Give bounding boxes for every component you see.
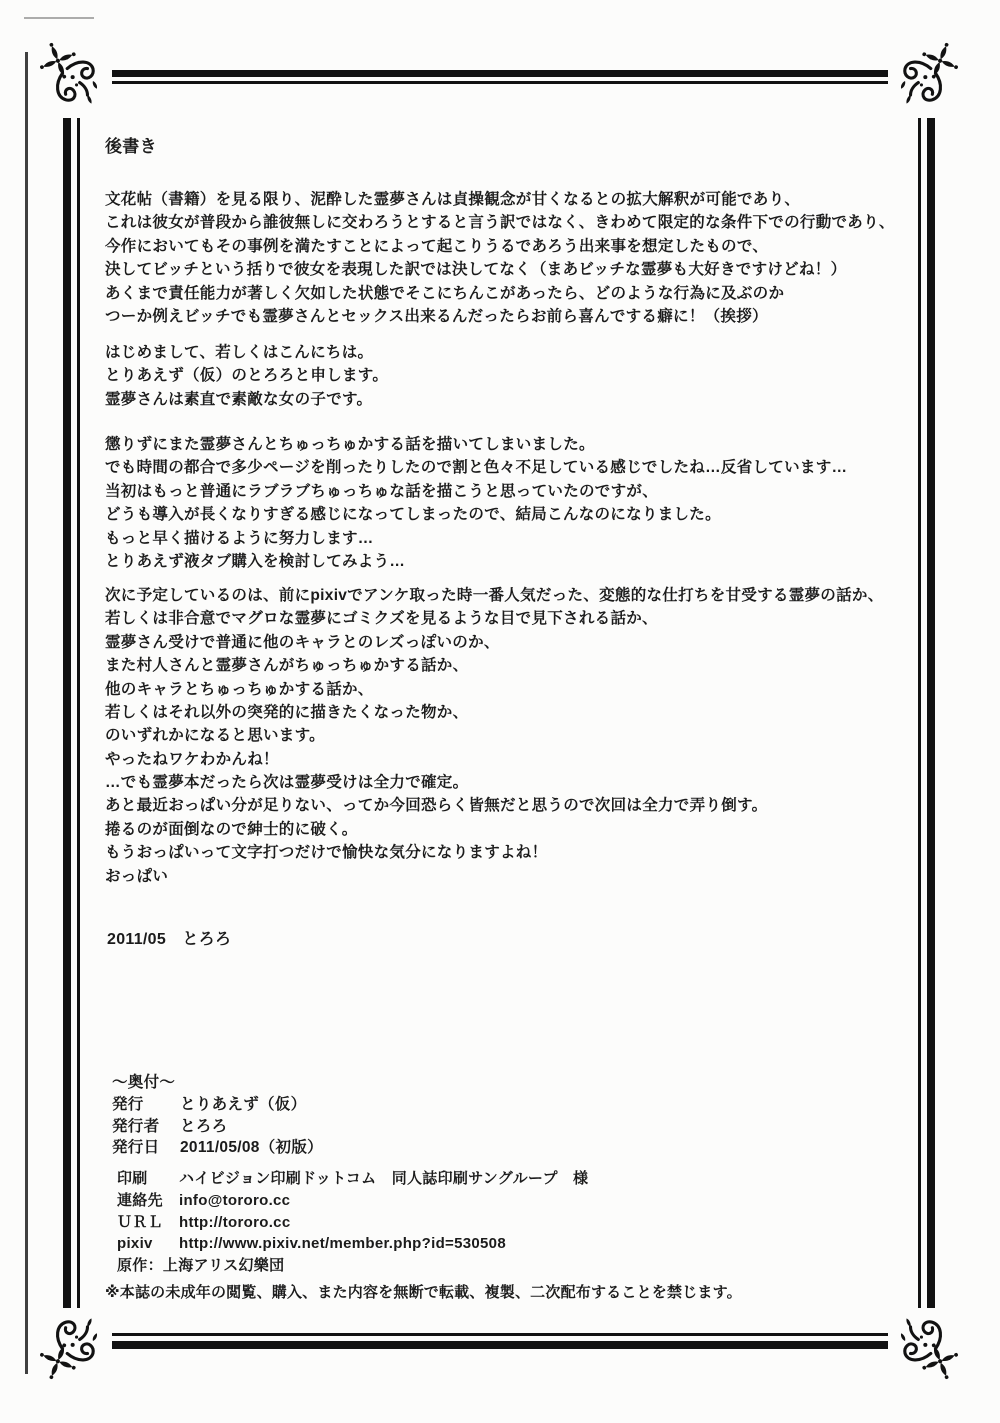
scan-edge-artifact [25,52,28,1374]
afterword-line: でも時間の都合で多少ページを削ったりしたので割と色々不足している感じでしたね…反省しています… [105,459,848,477]
colophon-value: とりあえず（仮） [180,1095,307,1113]
publishing-value: info@tororo.cc [179,1191,291,1209]
afterword-line: やったねワケわかんね！ [105,750,279,768]
afterword-line: 文花帖（書籍）を見る限り、泥酔した霊夢さんは貞操観念が甘くなるとの拡大解釈が可能であり、 [105,191,801,208]
afterword-line: おっぱい [105,867,169,885]
publishing-label: pixiv [117,1235,153,1253]
frame-rule-left-inner [77,118,80,1308]
publishing-value: http://tororo.cc [179,1213,291,1231]
afterword-line: 若しくは非合意でマグロな霊夢にゴミクズを見るような目で見下される話か、 [105,610,658,628]
publishing-row [117,1233,588,1255]
afterword-line: 今作においてもその事例を満たすことによって起こりうるであろう出来事を想定したもので、 [105,237,769,255]
afterword-line: 他のキャラとちゅっちゅかする話か、 [105,680,374,698]
colophon-block [112,1072,323,1159]
afterword-line: 霊夢さん受けで普通に他のキャラとのレズっぽいのか、 [105,633,500,651]
colophon-label: 発行日 [112,1139,160,1157]
colophon-label: 発行 [112,1095,144,1113]
colophon-label: 発行者 [112,1117,160,1135]
scan-edge-artifact [24,17,94,19]
publishing-label: ＵＲＬ [117,1213,163,1231]
frame-rule-right-outer [927,118,935,1308]
afterword-line: …でも霊夢本だったら次は霊夢受けは全力で確定。 [105,774,469,791]
afterword-line: とりあえず液タブ購入を検討してみよう… [105,553,406,571]
page-title: 後書き [105,137,157,156]
afterword-line: のいずれかになると思います。 [105,727,325,745]
colophon-row [112,1116,323,1138]
colophon-row [112,1094,323,1116]
colophon-row [112,1137,323,1159]
disclaimer-text: ※本誌の未成年の閲覧、購入、また内容を無断で転載、複製、二次配布することを禁じます。 [105,1284,742,1301]
original-work-credit: 原作：上海アリス幻樂団 [117,1257,285,1275]
publishing-row [117,1168,588,1190]
publishing-info-block [117,1168,588,1277]
afterword-paragraph [105,771,767,888]
afterword-line: 若しくはそれ以外の突発的に描きたくなった物か、 [105,704,469,722]
afterword-paragraph [105,433,847,573]
frame-rule-left-outer [63,118,71,1308]
afterword-line: とりあえず（仮）のとろろと申します。 [105,367,389,385]
afterword-paragraph [105,584,884,771]
afterword-line: はじめまして、若しくはこんにちは。 [105,344,374,361]
afterword-line: 捲るのが面倒なので紳士的に破く。 [105,820,358,838]
corner-flourish-icon [36,1302,114,1380]
afterword-line: 次に予定しているのは、前にpixivでアンケ取った時一番人気だった、変態的な仕打ちを甘受する霊夢の話か、 [105,587,884,604]
publishing-value: http://www.pixiv.net/member.php?id=530508 [179,1235,506,1253]
frame-rule-bottom-inner [112,1333,888,1336]
publishing-label: 印刷 [117,1170,148,1187]
colophon-value: とろろ [180,1117,228,1135]
afterword-line: もっと早く描けるように努力します… [105,529,374,547]
colophon-heading: ～奥付～ [112,1074,176,1091]
frame-rule-right-inner [918,118,921,1308]
afterword-line: 決してビッチという括りで彼女を表現した訳では決してなく（まあビッチな霊夢も大好きですけどね！） [105,261,847,279]
afterword-line: あと最近おっぱい分が足りない、ってか今回恐らく皆無だと思うので次回は全力で弄り倒す。 [105,797,768,815]
author-date-signature: 2011/05 とろろ [107,931,232,948]
colophon-value: 2011/05/08（初版） [180,1139,323,1157]
afterword-line: どうも導入が長くなりすぎる感じになってしまったので、結局こんなのになりました。 [105,506,721,524]
frame-rule-bottom-outer [112,1341,888,1349]
publishing-row [117,1190,588,1212]
afterword-line: あくまで責任能力が著しく欠如した状態でそこにちんこがあったら、どのような行為に及ぶのか [105,284,785,302]
afterword-line: また村人さんと霊夢さんがちゅっちゅかする話か、 [105,657,469,675]
corner-flourish-icon [884,1302,962,1380]
afterword-line: 霊夢さんは素直で素敵な女の子です。 [105,390,373,408]
frame-rule-top-outer [112,70,888,77]
afterword-line: つーか例えビッチでも霊夢さんとセックス出来るんだったらお前ら喜んでする癖に！（挨拶） [105,308,768,326]
afterword-line: 懲りずにまた霊夢さんとちゅっちゅかする話を描いてしまいました。 [105,436,595,453]
afterword-line: 当初はもっと普通にラブラブちゅっちゅな話を描こうと思っていたのですが、 [105,482,659,500]
publishing-label: 連絡先 [117,1191,163,1209]
publishing-value: ハイビジョン印刷ドットコム 同人誌印刷サングループ 様 [179,1170,589,1187]
afterword-paragraph [105,341,388,411]
corner-flourish-icon [884,42,962,120]
corner-flourish-icon [36,42,114,120]
publishing-row [117,1212,588,1234]
afterword-line: もうおっぱいって文字打つだけで愉快な気分になりますよね！ [105,844,548,862]
afterword-line: これは彼女が普段から誰彼無しに交わろうとすると言う訳ではなく、きわめて限定的な条件下での行動であり、 [105,214,895,232]
afterword-paragraph [105,188,895,328]
frame-rule-top-inner [112,81,888,84]
